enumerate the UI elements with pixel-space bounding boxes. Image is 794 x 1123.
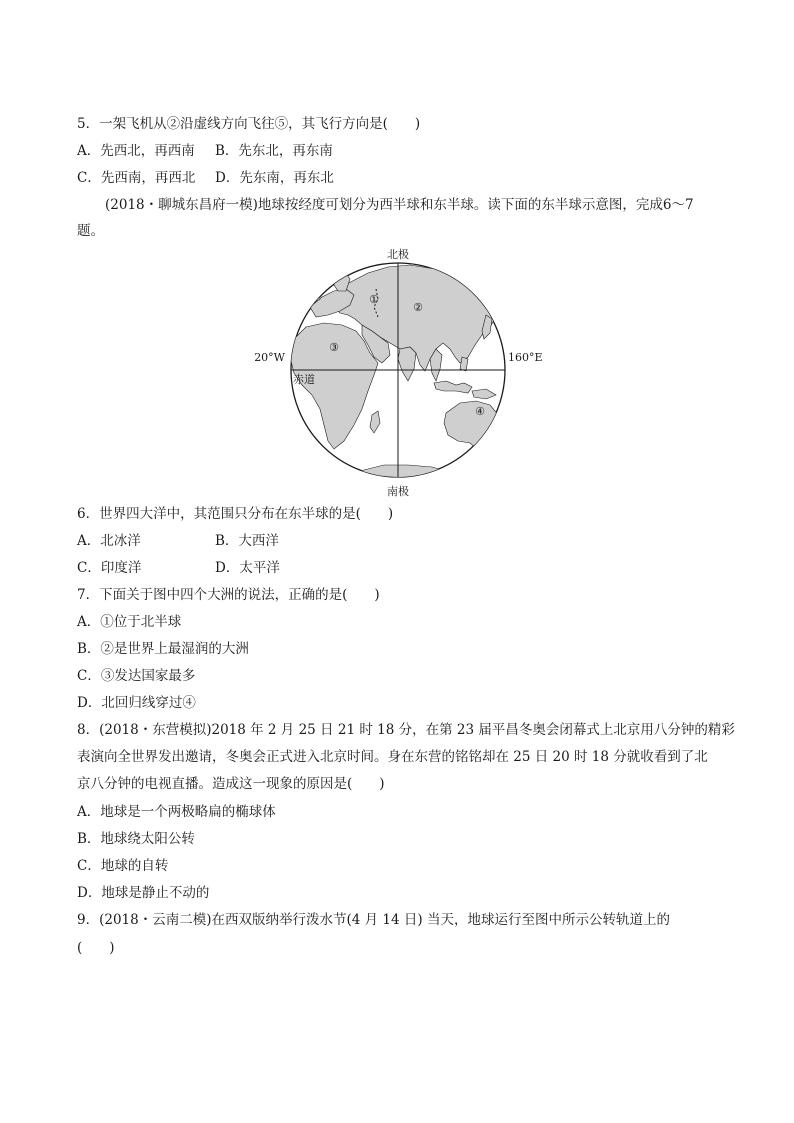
eastern-hemisphere-map: [250, 245, 550, 500]
region-4-marker: ④: [475, 405, 485, 418]
q6-options-row-1: [77, 532, 279, 550]
q5-option-a: A．先西北，再西南: [77, 143, 195, 159]
region-1-marker: ①: [369, 293, 379, 306]
south-pole-label: 南极: [387, 485, 409, 498]
equator-label: 赤道: [293, 373, 315, 386]
region-2-marker: ②: [413, 301, 423, 314]
q6-stem: 6．世界四大洋中，其范围只分布在东半球的是( ): [77, 506, 394, 522]
landmass-tasmania: [482, 455, 488, 463]
q5-option-b: B．先东北，再东南: [215, 143, 333, 159]
q8-option-a: A．地球是一个两极略扁的椭球体: [77, 804, 276, 820]
q8-option-b: B．地球绕太阳公转: [77, 831, 195, 847]
q7-option-c: C．③发达国家最多: [77, 668, 196, 684]
region-3-marker: ③: [329, 341, 339, 354]
q8-stem-line1: 8．(2018・东营模拟)2018 年 2 月 25 日 21 时 18 分，在第 23 届平昌冬奥会闭幕式上北京用八分钟的精彩: [77, 722, 735, 738]
q5-options-row-1: [77, 142, 333, 160]
q5-options-row-2: [77, 169, 334, 187]
q6-option-b: B．大西洋: [215, 533, 279, 549]
q6-option-d: D．太平洋: [215, 560, 280, 576]
intro-6-7-line2: 题。: [77, 223, 104, 239]
q5-option-d: D．先东南，再东北: [215, 170, 334, 186]
q6-option-c: C．印度洋: [77, 560, 142, 576]
east-longitude-label: 160°E: [508, 351, 543, 364]
q7-option-b: B．②是世界上最湿润的大洲: [77, 641, 249, 657]
intro-6-7-line1: (2018・聊城东昌府一模)地球按经度可划分为西半球和东半球。读下面的东半球示意图，完成6～7: [105, 197, 694, 213]
q7-option-d: D．北回归线穿过④: [77, 695, 196, 711]
q5-option-c: C．先西南，再西北: [77, 170, 196, 186]
q6-options-row-2: [77, 559, 280, 577]
q8-option-c: C．地球的自转: [77, 858, 169, 874]
q9-stem-line1: 9．(2018・云南二模)在西双版纳举行泼水节(4 月 14 日) 当天，地球运行至图中所示公转轨道上的: [77, 912, 670, 928]
q9-stem-line2: ( ): [77, 940, 115, 956]
q6-option-a: A．北冰洋: [77, 533, 141, 549]
north-pole-label: 北极: [387, 248, 409, 261]
q5-stem: 5．一架飞机从②沿虚线方向飞往⑤，其飞行方向是( ): [77, 116, 421, 132]
q8-stem-line2: 表演向全世界发出邀请，冬奥会正式进入北京时间。身在东营的铭铭却在 25 日 20 时 18 分就收看到了北: [77, 749, 708, 765]
q8-option-d: D．地球是静止不动的: [77, 885, 210, 901]
west-longitude-label: 20°W: [254, 351, 285, 364]
q8-stem-line3: 京八分钟的电视直播。造成这一现象的原因是( ): [77, 776, 385, 792]
map-svg: [250, 245, 550, 500]
q7-option-a: A．①位于北半球: [77, 614, 182, 630]
q7-stem: 7．下面关于图中四个大洲的说法，正确的是( ): [77, 587, 380, 603]
